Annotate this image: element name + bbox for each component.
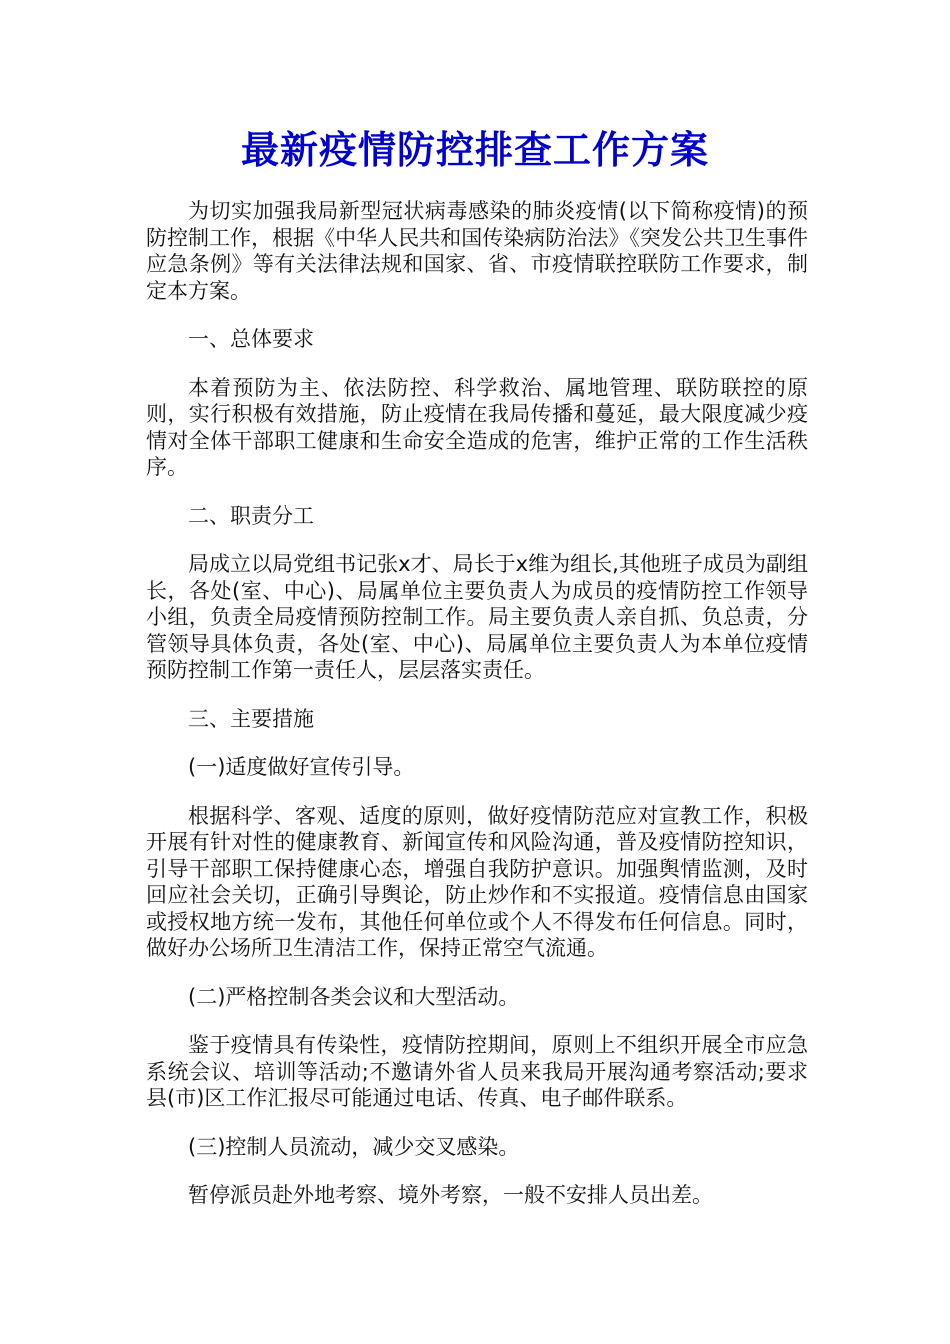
personnel-flow-paragraph: 暂停派员赴外地考察、境外考察，一般不安排人员出差。 — [188, 1183, 713, 1207]
document-body — [146, 198, 808, 1231]
section-heading-responsibilities: 二、职责分工 — [188, 503, 314, 528]
subheading-meetings: (二)严格控制各类会议和大型活动。 — [188, 984, 520, 1009]
document-title: 最新疫情防控排查工作方案 — [240, 127, 709, 172]
responsibilities-paragraph: 局成立以局党组书记张x才、局长于x维为组长,其他班子成员为副组长，各处(室、中心)、局属单位主要负责人为成员的疫情防控工作领导小组，负责全局疫情预防控制工作。局主要负责人亲自抓、负总责，分管领导具体负责，各处(室、中心)、局属单位主要负责人为本单位疫情预防控制工作第一责任人，层层落实责任。 — [146, 552, 808, 682]
section-heading-general-requirements: 一、总体要求 — [188, 327, 314, 351]
subheading-publicity: (一)适度做好宣传引导。 — [188, 755, 415, 779]
section-heading-main-measures: 三、主要措施 — [188, 706, 314, 731]
general-requirements-paragraph: 本着预防为主、依法防控、科学救治、属地管理、联防联控的原则，实行积极有效措施，防止疫情在我局传播和蔓延，最大限度减少疫情对全体干部职工健康和生命安全造成的危害，维护正常的工作生活秩序。 — [146, 375, 808, 479]
subheading-personnel-flow: (三)控制人员流动，减少交叉感染。 — [188, 1134, 520, 1159]
meetings-paragraph: 鉴于疫情具有传染性，疫情防控期间，原则上不组织开展全市应急系统会议、培训等活动;不邀请外省人员来我局开展沟通考察活动;要求县(市)区工作汇报尽可能通过电话、传真、电子邮件联系。 — [146, 1033, 808, 1110]
publicity-paragraph: 根据科学、客观、适度的原则，做好疫情防范应对宣教工作，积极开展有针对性的健康教育、新闻宣传和风险沟通，普及疫情防控知识，引导干部职工保持健康心态，增强自我防护意识。加强舆情监测，及时回应社会关切，正确引导舆论，防止炒作和不实报道。疫情信息由国家或授权地方统一发布，其他任何单位或个人不得发布任何信息。同时，做好办公场所卫生清洁工作，保持正常空气流通。 — [146, 803, 808, 960]
intro-paragraph: 为切实加强我局新型冠状病毒感染的肺炎疫情(以下简称疫情)的预防控制工作，根据《中华人民共和国传染病防治法》《突发公共卫生事件应急条例》等有关法律法规和国家、省、市疫情联控联防工作要求，制定本方案。 — [146, 199, 808, 303]
